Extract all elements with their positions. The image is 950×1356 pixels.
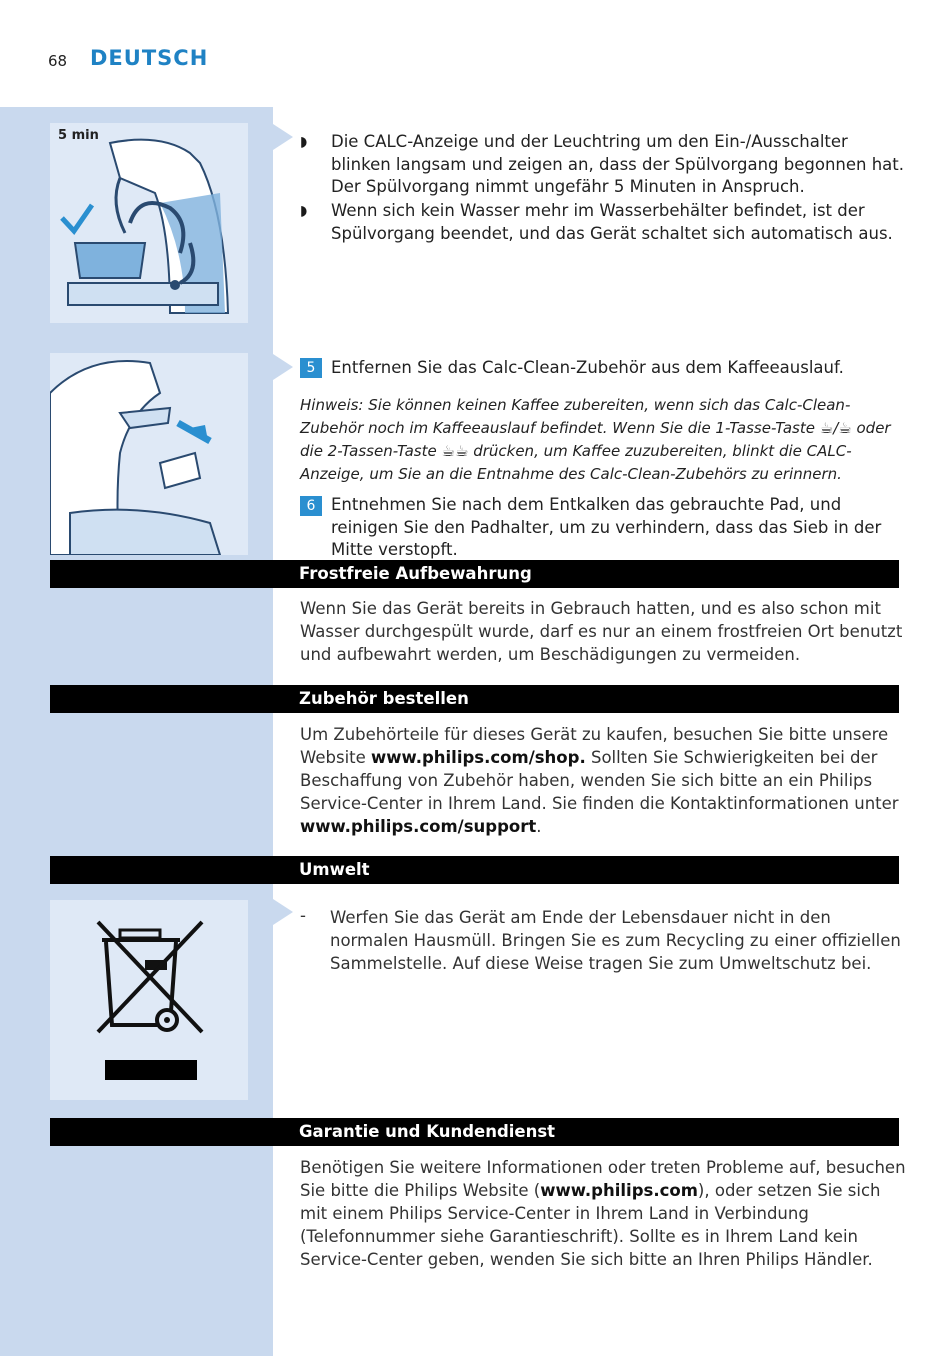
note-part-3: drücken, um Kaffee zuzubereiten, blinkt die CALC-Anzeige, um Sie an die Entnahme des Calc-Clean-Zubehörs zu erinnern. bbox=[300, 442, 852, 483]
remove-accessory-illustration bbox=[50, 353, 248, 555]
language-heading: DEUTSCH bbox=[90, 46, 209, 70]
rinse-illustration bbox=[50, 123, 248, 323]
note-text: Hinweis: Sie können keinen Kaffee zubereiten, wenn sich das Calc-Clean-Zubehör noch im Kaffeeauslauf befindet. Wenn Sie die 1-Tasse-Taste ☕/☕ oder die 2-Tassen-Taste ☕☕ drücken, um Kaffee zuzubereiten, blinkt die CALC-Anzeige, um Sie an die Entnahme des Calc-Clean-Zubehörs zu erinnern. bbox=[300, 396, 891, 483]
sidebar-pointer bbox=[273, 899, 293, 925]
warranty-text-1: Benötigen Sie weitere Informationen oder treten Probleme auf, besuchen Sie bitte die Philips Website ( bbox=[300, 1158, 906, 1200]
accessories-heading-bar: Zubehör bestellen bbox=[50, 685, 899, 713]
warranty-heading-bar: Garantie und Kundendienst bbox=[50, 1118, 899, 1146]
shop-link[interactable]: www.philips.com/shop. bbox=[371, 748, 586, 767]
note-part-2: oder die 2-Tassen-Taste bbox=[300, 419, 891, 460]
step-5-text: Entfernen Sie das Calc-Clean-Zubehör aus dem Kaffeeauslauf. bbox=[331, 358, 844, 377]
coffee-machine-rinse-icon bbox=[50, 123, 248, 323]
bullet-marker: ◗ bbox=[300, 203, 308, 219]
coffee-machine-accessory-icon bbox=[50, 353, 248, 555]
sidebar-pointer bbox=[273, 124, 293, 150]
note-part-1: Hinweis: Sie können keinen Kaffee zubereiten, wenn sich das Calc-Clean-Zubehör noch im Kaffeeauslauf befindet. Wenn Sie die 1-Tasse-Taste bbox=[300, 396, 851, 437]
crossed-bin-icon bbox=[50, 900, 248, 1100]
accessories-text-2: Sollten Sie Schwierigkeiten bei der Beschaffung von Zubehör haben, wenden Sie sich bitte an ein Philips Service-Center in Ihrem Land. Sie finden die Kontaktinformationen unter bbox=[300, 748, 899, 813]
environment-text: Werfen Sie das Gerät am Ende der Lebensdauer nicht in den normalen Hausmüll. Bringen Sie es zum Recycling zu einer offiziellen Sammelstelle. Auf diese Weise tragen Sie zum Umweltschutz bei. bbox=[330, 908, 901, 973]
accessories-text-1: Um Zubehörteile für dieses Gerät zu kaufen, besuchen Sie bitte unsere Website bbox=[300, 725, 889, 767]
warranty-text bbox=[300, 1156, 906, 1271]
support-link[interactable]: www.philips.com/support bbox=[300, 817, 537, 836]
frost-text: Wenn Sie das Gerät bereits in Gebrauch hatten, und es also schon mit Wasser durchgespült wurde, darf es nur an einem frostfreien Ort benutzt und aufbewahrt werden, um Beschädigungen zu vermeiden. bbox=[300, 599, 903, 664]
recycling-illustration bbox=[50, 900, 248, 1100]
warranty-text-2: ), oder setzen Sie sich mit einem Philips Service-Center in Ihrem Land in Verbindung (Telefonnummer siehe Garantieschrift). Sollte es in Ihrem Land kein Service-Center geben, wenden Sie sich bitte an Ihren Philips Händler. bbox=[300, 1181, 881, 1269]
rinse-bullet-2: Wenn sich kein Wasser mehr im Wasserbehälter befindet, ist der Spülvorgang beendet, und das Gerät schaltet sich automatisch aus. bbox=[331, 201, 893, 243]
accessories-text bbox=[300, 723, 906, 838]
environment-heading-bar: Umwelt bbox=[50, 856, 899, 884]
sidebar-pointer bbox=[273, 354, 293, 380]
step-number-badge: 5 bbox=[300, 358, 322, 378]
list-dash: - bbox=[300, 906, 306, 925]
frost-heading-bar: Frostfreie Aufbewahrung bbox=[50, 560, 899, 588]
step-number-badge: 6 bbox=[300, 496, 322, 516]
cup-icon: ☕ bbox=[838, 419, 852, 437]
accessories-text-3: . bbox=[536, 817, 542, 836]
time-label: 5 min bbox=[58, 128, 99, 143]
bullet-marker: ◗ bbox=[300, 134, 308, 150]
rinse-bullet-1: Die CALC-Anzeige und der Leuchtring um den Ein-/Ausschalter blinken langsam und zeigen an, dass der Spülvorgang begonnen hat. Der Spülvorgang nimmt ungefähr 5 Minuten in Anspruch. bbox=[331, 132, 905, 196]
philips-link[interactable]: www.philips.com bbox=[540, 1181, 698, 1200]
two-cups-icon: ☕☕ bbox=[441, 442, 469, 460]
one-cup-icon: ☕ bbox=[819, 419, 834, 437]
step-6-text: Entnehmen Sie nach dem Entkalken das gebrauchte Pad, und reinigen Sie den Padhalter, um zu verhindern, dass das Sieb in der Mitte verstopft. bbox=[331, 495, 882, 559]
page-number: 68 bbox=[48, 52, 68, 70]
